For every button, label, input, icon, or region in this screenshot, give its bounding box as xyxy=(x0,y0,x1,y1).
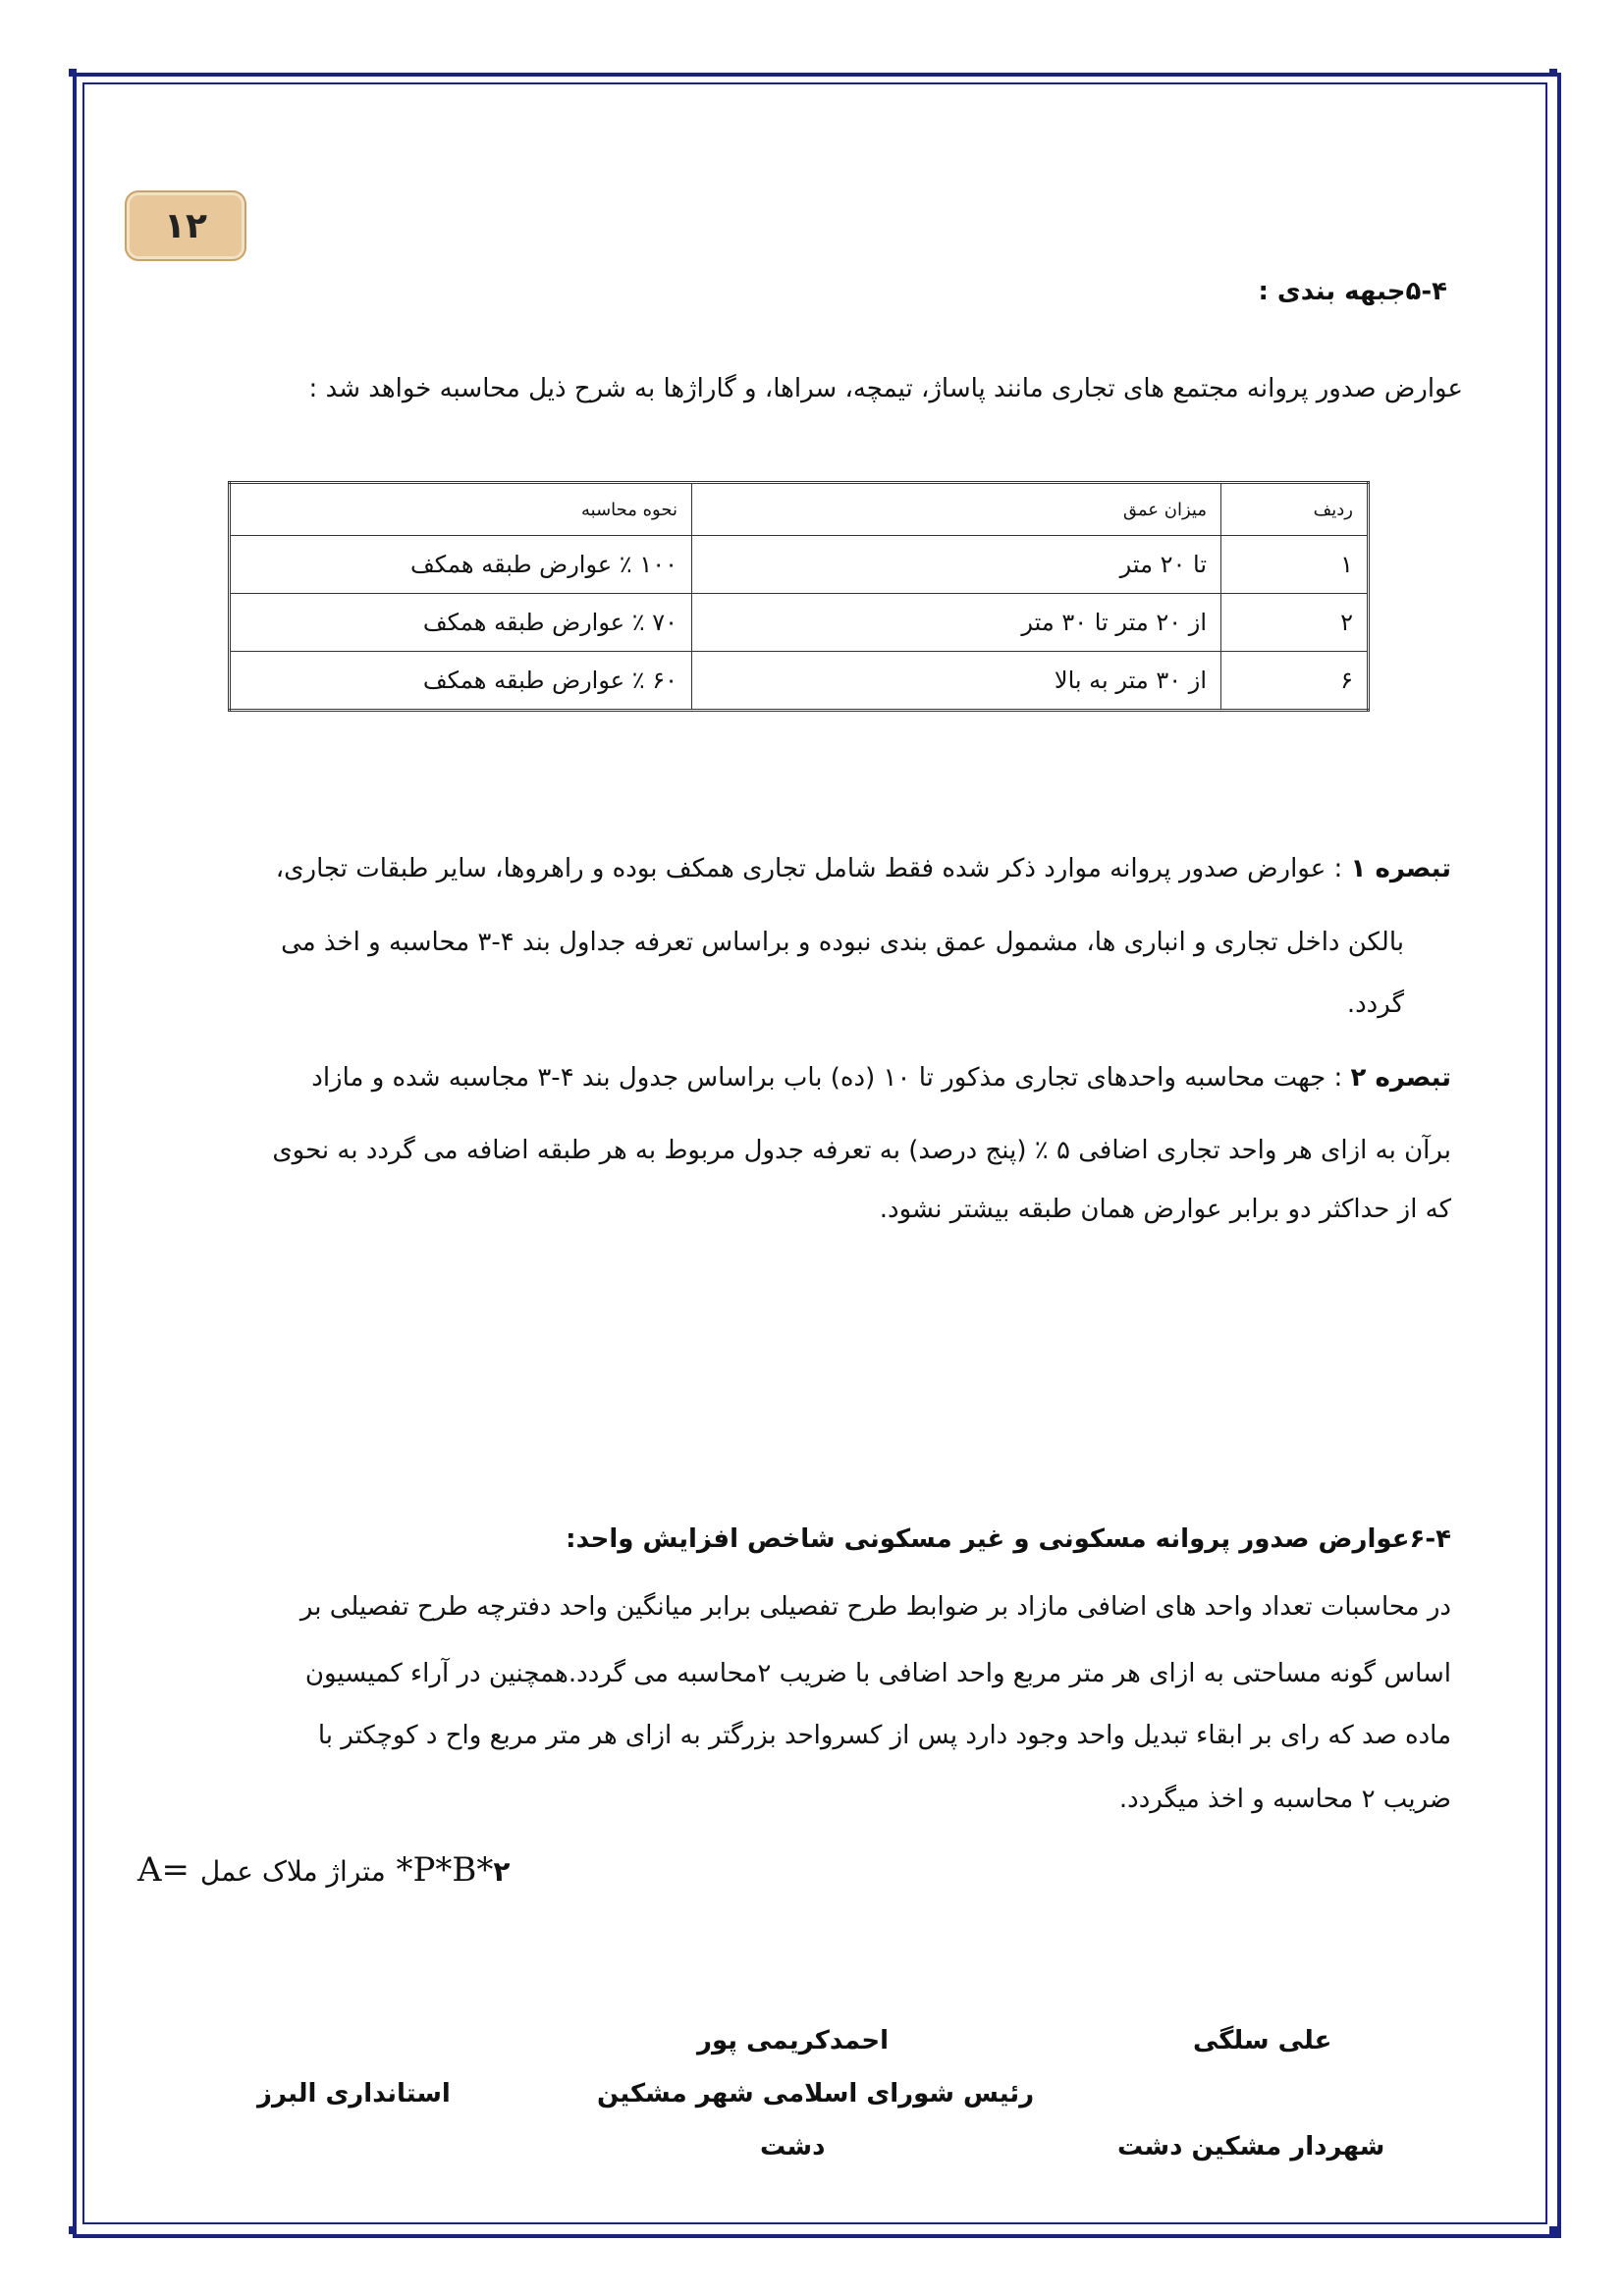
note-1-line: تبصره ۱ : عوارض صدور پروانه موارد ذکر شده فقط شامل تجاری همکف بوده و راهروها، سایر طبقات تجاری، xyxy=(275,854,1451,883)
section-heading: ۵-۴جبهه بندی : xyxy=(1258,277,1447,306)
signature-mayor-title: شهردار مشکین دشت xyxy=(1117,2132,1385,2162)
table-header-row xyxy=(230,483,1369,536)
depth-fee-table xyxy=(228,481,1370,712)
table-row xyxy=(230,594,1369,652)
note-2-label: تبصره ۲ xyxy=(1350,1063,1451,1093)
section-6-line: ضریب ۲ محاسبه و اخذ میگردد. xyxy=(1118,1785,1451,1814)
frame-corner xyxy=(1549,2226,1557,2234)
frame-corner xyxy=(69,69,77,77)
table-cell: ۱۰۰ ٪ عوارض طبقه همکف xyxy=(230,536,692,594)
section-intro: عوارض صدور پروانه مجتمع های تجاری مانند پاساژ، تیمچه، سراها، و گاراژها به شرح ذیل محاسبه خواهد شد : xyxy=(308,374,1463,403)
signature-council-name: احمدکریمی پور xyxy=(697,2026,889,2056)
note-2-line: تبصره ۲ : جهت محاسبه واحدهای تجاری مذکور تا ۱۰ (ده) باب براساس جدول بند ۴-۳ مجاسبه شده و مازاد xyxy=(311,1063,1451,1093)
section-6-line: در محاسبات تعداد واحد های اضافی مازاد بر ضوابط طرح تفصیلی برابر میانگین واحد دفترچه طرح تفصیلی بر xyxy=(299,1592,1451,1622)
note-1-line: گردد. xyxy=(1346,989,1404,1019)
frame-corner xyxy=(1549,69,1557,77)
table-cell: ۶۰ ٪ عوارض طبقه همکف xyxy=(230,652,692,711)
table-header-cell: میزان عمق xyxy=(692,483,1221,536)
table-row xyxy=(230,652,1369,711)
frame-corner xyxy=(69,2226,77,2234)
table-cell: تا ۲۰ متر xyxy=(692,536,1221,594)
section-6-line: ماده صد که رای بر ابقاء تبدیل واحد وجود دارد پس از کسرواحد بزرگتر به ازای هر متر مربع واح د کوچکتر با xyxy=(317,1721,1451,1750)
signature-mayor-name: علی سلگی xyxy=(1193,2026,1332,2056)
signature-council-title: رئیس شورای اسلامی شهر مشکین xyxy=(597,2079,1035,2109)
table-header-cell: ردیف xyxy=(1221,483,1369,536)
table-cell: ۶ xyxy=(1221,652,1369,711)
table-cell: ۲ xyxy=(1221,594,1369,652)
table-cell: ۱ xyxy=(1221,536,1369,594)
note-2-line: که از حداکثر دو برابر عوارض همان طبقه بیشتر نشود. xyxy=(879,1195,1451,1224)
signature-governorate: استانداری البرز xyxy=(257,2079,451,2109)
table-row xyxy=(230,536,1369,594)
section-heading: ۶-۴عوارض صدور پروانه مسکونی و غیر مسکونی شاخص افزایش واحد: xyxy=(566,1524,1451,1554)
page-number-badge xyxy=(125,190,246,261)
page-number: ۱۲ xyxy=(164,205,207,246)
section-6-line: اساس گونه مساحتی به ازای هر متر مربع واحد اضافی با ضریب ۲محاسبه می گردد.همچنین در آراء کمیسیون xyxy=(304,1659,1451,1688)
fee-formula: A= متراژ ملاک عمل *P*B*۲ xyxy=(137,1850,511,1890)
note-2-line: برآن به ازای هر واحد تجاری اضافی ۵ ٪ (پنج درصد) به تعرفه جدول مربوط به هر طبقه اضافه می گردد به نحوی xyxy=(272,1136,1451,1165)
table-cell: ۷۰ ٪ عوارض طبقه همکف xyxy=(230,594,692,652)
note-1-label: تبصره ۱ xyxy=(1350,854,1451,883)
table-cell: از ۲۰ متر تا ۳۰ متر xyxy=(692,594,1221,652)
signature-council-title-cont: دشت xyxy=(760,2132,826,2162)
table-header-cell: نحوه محاسبه xyxy=(230,483,692,536)
table-cell: از ۳۰ متر به بالا xyxy=(692,652,1221,711)
note-1-line: بالکن داخل تجاری و انباری ها، مشمول عمق بندی نبوده و براساس تعرفه جداول بند ۴-۳ محاسبه و اخذ می xyxy=(281,928,1404,957)
